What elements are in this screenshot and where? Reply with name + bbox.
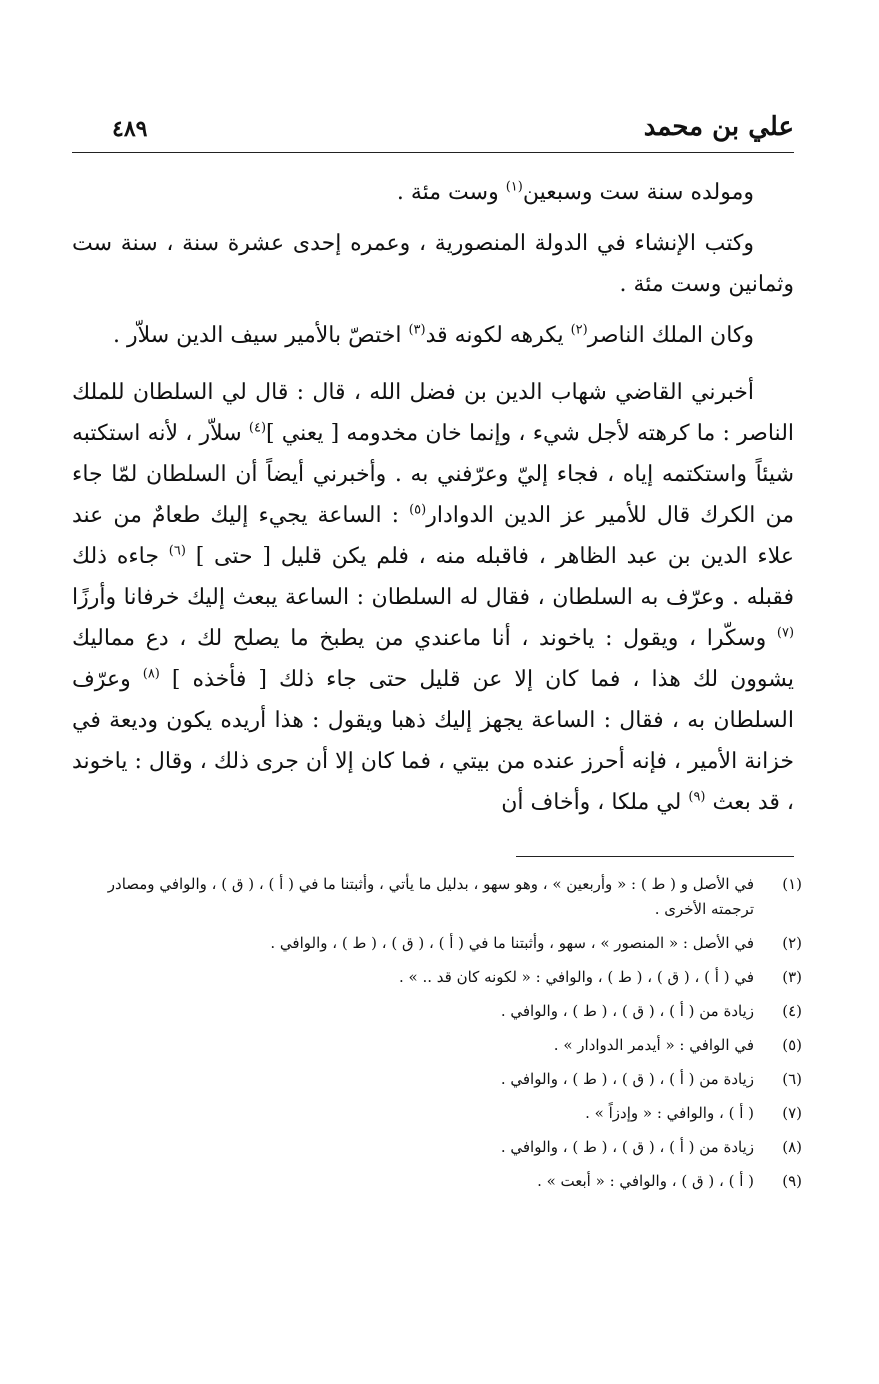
footnote <box>72 1067 802 1092</box>
text-run: وسكّرا ، ويقول : ياخوند ، أنا ماعندي من يطبخ ما يصلح لك ، دع مماليك يشوون لك هذا ، فما كان إلا عن قليل حتى جاء ذلك [ فأخذه ] <box>72 626 794 692</box>
footnote-number: (٦) <box>782 1070 802 1088</box>
header-rule <box>72 152 794 153</box>
footnote <box>72 1033 802 1058</box>
footnote-ref-2: (٢) <box>570 322 588 338</box>
footnote-ref-8: (٨) <box>142 666 160 682</box>
footnote-text: زيادة من ( أ ) ، ( ق ) ، ( ط ) ، والوافي . <box>500 1138 754 1156</box>
footnotes <box>72 872 802 1203</box>
footnote-text: زيادة من ( أ ) ، ( ق ) ، ( ط ) ، والوافي . <box>500 1070 754 1088</box>
paragraph-2: وكتب الإنشاء في الدولة المنصورية ، وعمره إحدى عشرة سنة ، سنة ست وثمانين وست مئة . <box>72 231 794 297</box>
footnote-ref-6: (٦) <box>168 543 186 559</box>
footnote-text: في ( أ ) ، ( ق ) ، ( ط ) ، والوافي : « لكونه كان قد .. » . <box>399 968 754 986</box>
main-text <box>72 172 794 823</box>
footnote-text: في الأصل و ( ط ) : « وأربعين » ، وهو سهو ، بدليل ما يأتي ، وأثبتنا ما في ( أ ) ، ( ق ) ، والوافي ومصادر ترجمته الأخرى . <box>107 875 754 918</box>
footnote-number: (٤) <box>782 1002 802 1020</box>
page-number: ٤٨٩ <box>112 116 148 142</box>
footnote-number: (١) <box>782 875 802 893</box>
footnote-rule <box>516 856 794 857</box>
footnote-ref-4: (٤) <box>248 420 267 436</box>
text-run: : الساعة يجيء إليك طعامٌ من عند علاء الدين بن عبد الظاهر ، فاقبله منه ، فلم يكن قليل [ حتى ] <box>72 503 795 569</box>
footnote-number: (٧) <box>782 1104 802 1122</box>
footnote-number: (٨) <box>782 1138 802 1156</box>
footnote <box>72 999 802 1024</box>
footnote-number: (٢) <box>782 934 802 952</box>
footnote-number: (٥) <box>782 1036 802 1054</box>
text-run: لي ملكا ، وأخاف أن <box>501 790 682 815</box>
footnote-text: في الوافي : « أيدمر الدوادار » . <box>553 1036 754 1054</box>
footnote-text: زيادة من ( أ ) ، ( ق ) ، ( ط ) ، والوافي . <box>500 1002 754 1020</box>
footnote-number: (٩) <box>782 1172 802 1190</box>
footnote <box>72 1135 802 1160</box>
footnote-ref-1: (١) <box>505 179 523 195</box>
footnote <box>72 1101 802 1126</box>
footnote <box>72 965 802 990</box>
footnote <box>72 931 802 956</box>
text-run: وكان الملك الناصر <box>587 323 754 348</box>
text-run: ومولده سنة ست وسبعين <box>522 180 754 205</box>
footnote <box>72 1169 802 1194</box>
text-run: اختصّ بالأمير سيف الدين سلاّر . <box>112 323 402 348</box>
footnote <box>72 872 802 922</box>
text-run: وست مئة . <box>396 180 499 205</box>
text-run: يكرهه لكونه قد <box>425 323 564 348</box>
page-header <box>72 112 794 150</box>
footnote-text: ( أ ) ، ( ق ) ، والوافي : « أبعت » . <box>537 1172 754 1190</box>
paragraph-3 <box>72 315 794 356</box>
footnote-ref-5: (٥) <box>409 502 427 518</box>
paragraph-4 <box>72 372 794 823</box>
paragraph-1 <box>72 172 794 213</box>
text-run: وعرّف السلطان به ، فقال : الساعة يجهز إليك ذهبا ويقول : هذا أريده يكون وديعة في خزانة الأمير ، فإنه أحرز عنده من بيتي ، فما كان إلا أن جرى ذلك ، وقال : ياخوند ، قد بعث <box>72 667 794 815</box>
text-run: أخبرني القاضي شهاب الدين بن فضل الله ، قال : قال لي السلطان للملك الناصر : ما كرهته لأجل شيء ، وإنما خان مخدومه [ يعني ] <box>72 380 795 446</box>
footnote-text: ( أ ) ، والوافي : « وإدزاً » . <box>585 1104 754 1122</box>
footnote-ref-9: (٩) <box>688 789 706 805</box>
running-title: علي بن محمد <box>643 112 794 142</box>
text-run: سلاّر ، لأنه استكتبه شيئاً واستكتمه إياه ، فجاء إليّ وعرّفني به . وأخبرني أيضاً أن السلطان لمّا جاء من الكرك قال للأمير عز الدين الدوادار <box>72 421 794 528</box>
footnote-number: (٣) <box>782 968 802 986</box>
footnote-text: في الأصل : « المنصور » ، سهو ، وأثبتنا ما في ( أ ) ، ( ق ) ، ( ط ) ، والوافي . <box>270 934 754 952</box>
footnote-ref-7: (٧) <box>776 625 795 641</box>
text-run: جاءه ذلك فقبله . وعرّف به السلطان ، فقال له السلطان : الساعة يبعث إليك خرفانا وأرزًا <box>72 544 794 610</box>
footnote-ref-3: (٣) <box>408 322 426 338</box>
